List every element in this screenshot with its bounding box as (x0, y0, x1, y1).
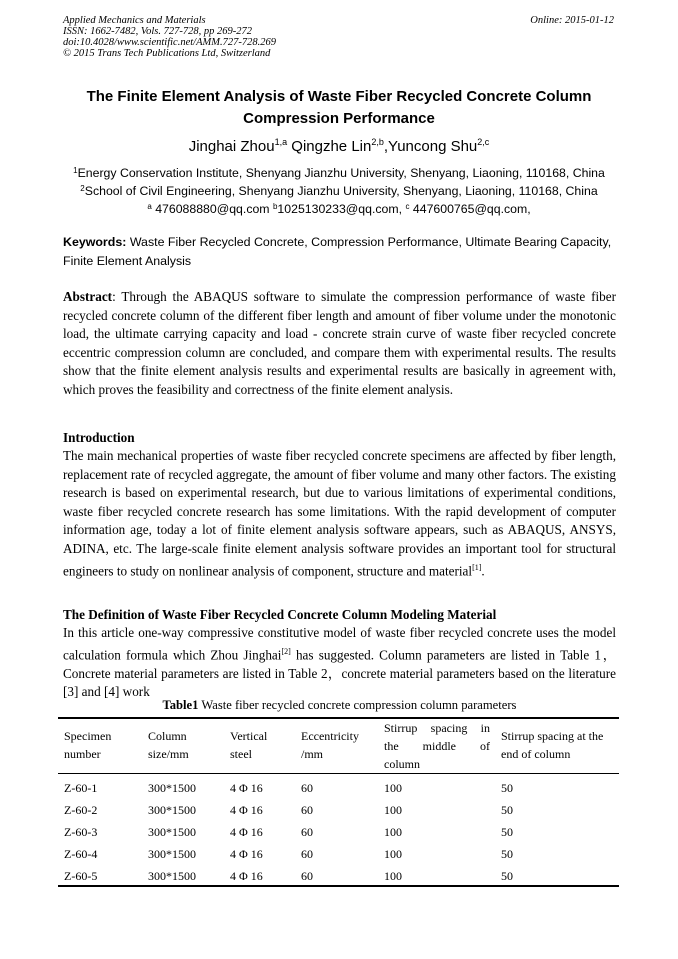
issn: ISSN: 1662-7482, Vols. 727-728, pp 269-272 (63, 26, 252, 37)
email-a: 476088880@qq.com (155, 202, 270, 216)
journal-name: Applied Mechanics and Materials (63, 15, 206, 26)
email-b: 1025130233@qq.com, (277, 202, 403, 216)
author-sup: 2,c (477, 137, 490, 147)
introduction-text: The main mechanical properties of waste fiber recycled concrete specimens are affected by fiber length, replacement rate of recycled aggregate, the amount of fiber volume and many other factors. The existing research is based on experimental research, but due to various limitations of experimental conditions, waste fiber recycled concrete research has some limitations. With the rapid development of computer information age, today a lot of finite element analysis software appears, such as ABAQUS, ANSYS, ADINA, etc. The large-scale finite element analysis software provides an important tool for structural engineers to study on nonlinear analysis of component, structure and material[1]. (63, 448, 616, 578)
keywords (63, 233, 616, 271)
introduction-heading: Introduction (63, 430, 135, 445)
table-row: Z-60-5 300*1500 4 Φ 16 60 100 50 (64, 869, 513, 883)
author-list (40, 132, 638, 157)
table-caption-label: Table1 (162, 698, 199, 712)
email-c: 447600765@qq.com, (412, 202, 531, 216)
author-sup: 1,a (274, 137, 288, 147)
header-stirrup-end: Stirrup spacing at the end of column (501, 729, 604, 761)
author-sup: 2,b (371, 137, 384, 147)
doi: doi:10.4028/www.scientific.net/AMM.727-728.269 (63, 37, 276, 48)
table-top-rule (58, 717, 619, 719)
table-row: Z-60-1 300*1500 4 Φ 16 60 100 50 (64, 781, 513, 795)
header-vertical-steel: Vertical steel (230, 729, 268, 761)
author-name: Yuncong Shu (388, 138, 478, 155)
header-stirrup-middle: Stirrup spacing in the middle of column (384, 721, 490, 771)
keywords-label: Keywords: (63, 235, 127, 249)
table-header-rule (58, 773, 619, 774)
affiliation-1: $^1$Energy Conservation Institute, Shenyang Jianzhu University, Shenyang, Liaoning, 110168, China (73, 166, 605, 180)
author-name: Qingzhe Lin (291, 138, 372, 155)
affiliation-2: $^2$School of Civil Engineering, Shenyang Jianzhu University, Shenyang, Liaoning, 110168, China (80, 184, 598, 198)
author-name: Jinghai Zhou (188, 138, 275, 155)
title-line-2: Compression Performance (243, 110, 435, 127)
citation: [2] (281, 646, 291, 656)
paper-title (40, 86, 638, 130)
author-separator: , (383, 138, 389, 155)
header-column-size: Column size/mm (148, 729, 189, 761)
title-line-1: The Finite Element Analysis of Waste Fiber Recycled Concrete Column (86, 88, 592, 105)
table-caption (63, 697, 616, 713)
definition-text: In this article one-way compressive constitutive model of waste fiber recycled concrete uses the model calculation formula which Zhou Jinghai[2] has suggested. Column parameters are listed in Table 1，Concrete material parameters are listed in Table 2，concrete material parameters based on the literature [3] and [4] work (63, 625, 616, 700)
definition-heading: The Definition of Waste Fiber Recycled Concrete Column Modeling Material (63, 607, 497, 622)
header-eccentricity: Eccentricity /mm (301, 729, 359, 761)
table-row: Z-60-2 300*1500 4 Φ 16 60 100 50 (64, 803, 513, 817)
table-caption-text: Waste fiber recycled concrete compression column parameters (198, 698, 517, 712)
keywords-text: Waste Fiber Recycled Concrete, Compression Performance, Ultimate Bearing Capacity, Finite Element Analysis (63, 235, 612, 268)
abstract (63, 288, 616, 400)
online-date: Online: 2015-01-12 (530, 15, 614, 26)
header-specimen-number: Specimen number (64, 729, 112, 761)
copyright: © 2015 Trans Tech Publications Ltd, Switzerland (63, 48, 271, 59)
journal-header (63, 15, 276, 59)
citation: [1] (472, 562, 482, 572)
abstract-label: Abstract (63, 289, 113, 304)
table-bottom-rule (58, 885, 619, 887)
table-row: Z-60-3 300*1500 4 Φ 16 60 100 50 (64, 825, 513, 839)
author-emails: $^a$ 476088880@qq.com $^b$1025130233@qq.com, $^c$ 447600765@qq.com, (147, 202, 531, 216)
table-row: Z-60-4 300*1500 4 Φ 16 60 100 50 (64, 847, 513, 861)
abstract-text: : Through the ABAQUS software to simulate the compression performance of waste fiber recycled concrete column of the different fiber length and amount of fiber volume under the monotonic load, the ultimate carrying capacity and load - concrete strain curve of waste fiber recycled concrete eccentric compression column are concluded, and compare them with experimental results. The results show that the finite element analysis results and experimental results are basically in agreement with, which proves the feasibility and correctness of the finite element analysis. (63, 289, 616, 397)
